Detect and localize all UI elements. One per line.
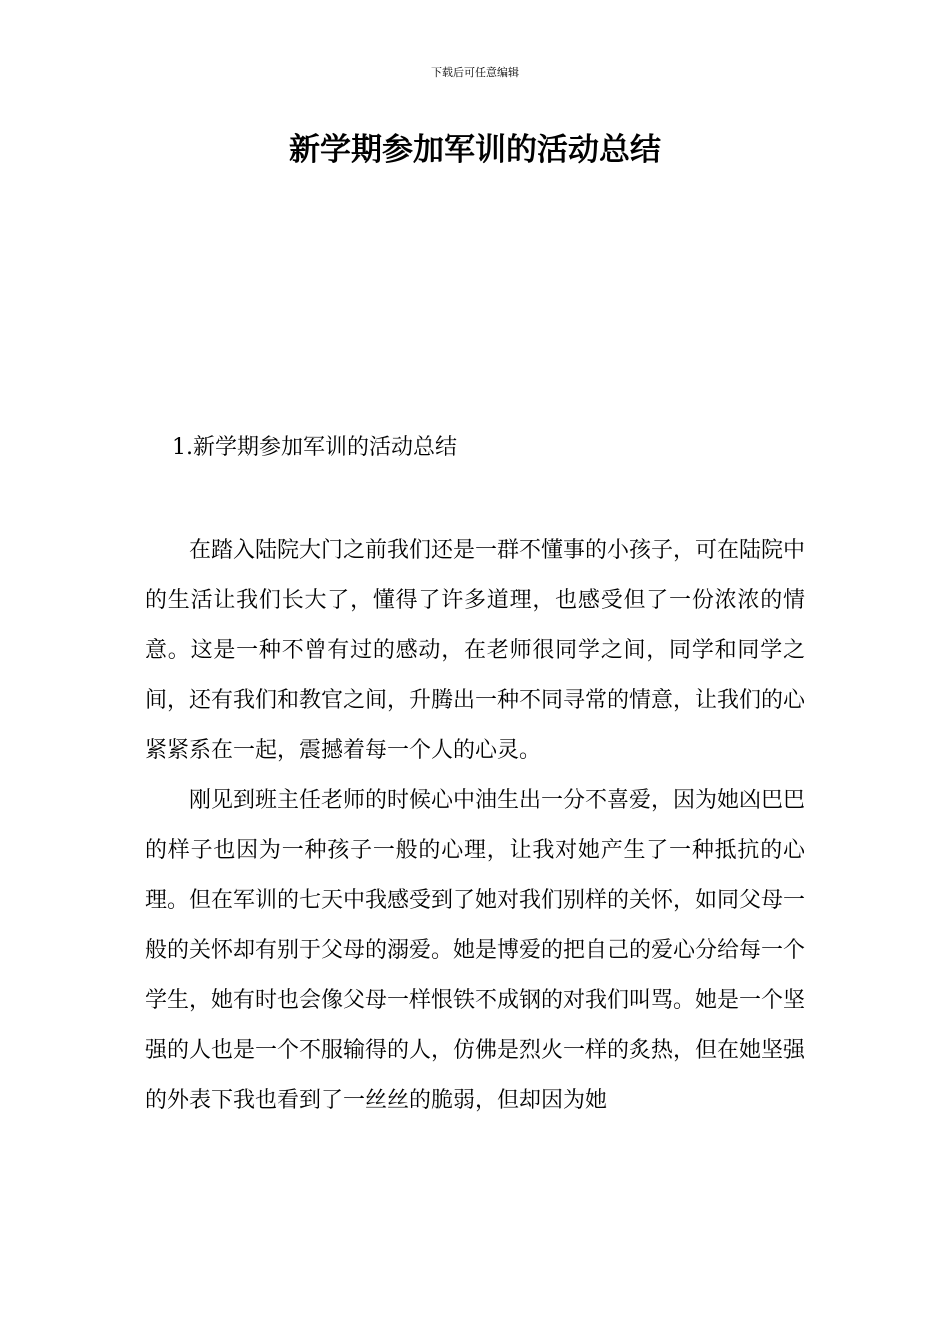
paragraph: 在踏入陆院大门之前我们还是一群不懂事的小孩子，可在陆院中的生活让我们长大了，懂得了许多道理，也感受但了一份浓浓的情意。这是一种不曾有过的感动，在老师很同学之间，同学和同学之间，还有我们和教官之间，升腾出一种不同寻常的情意，让我们的心紧紧系在一起，震撼着每一个人的心灵。: [145, 538, 806, 763]
header-note: 下载后可任意编辑: [431, 66, 519, 79]
document-body: [145, 526, 805, 1126]
paragraph: 刚见到班主任老师的时候心中油生出一分不喜爱，因为她凶巴巴的样子也因为一种孩子一般的心理，让我对她产生了一种抵抗的心理。但在军训的七天中我感受到了她对我们别样的关怀，如同父母一般的关怀却有别于父母的溺爱。她是博爱的把自己的爱心分给每一个学生，她有时也会像父母一样恨铁不成钢的对我们叫骂。她是一个坚强的人也是一个不服输得的人，仿佛是烈火一样的炙热，但在她坚强的外表下我也看到了一丝丝的脆弱，但却因为她: [145, 788, 806, 1113]
section-heading: 1.新学期参加军训的活动总结: [172, 435, 457, 460]
document-title: 新学期参加军训的活动总结: [289, 132, 661, 168]
